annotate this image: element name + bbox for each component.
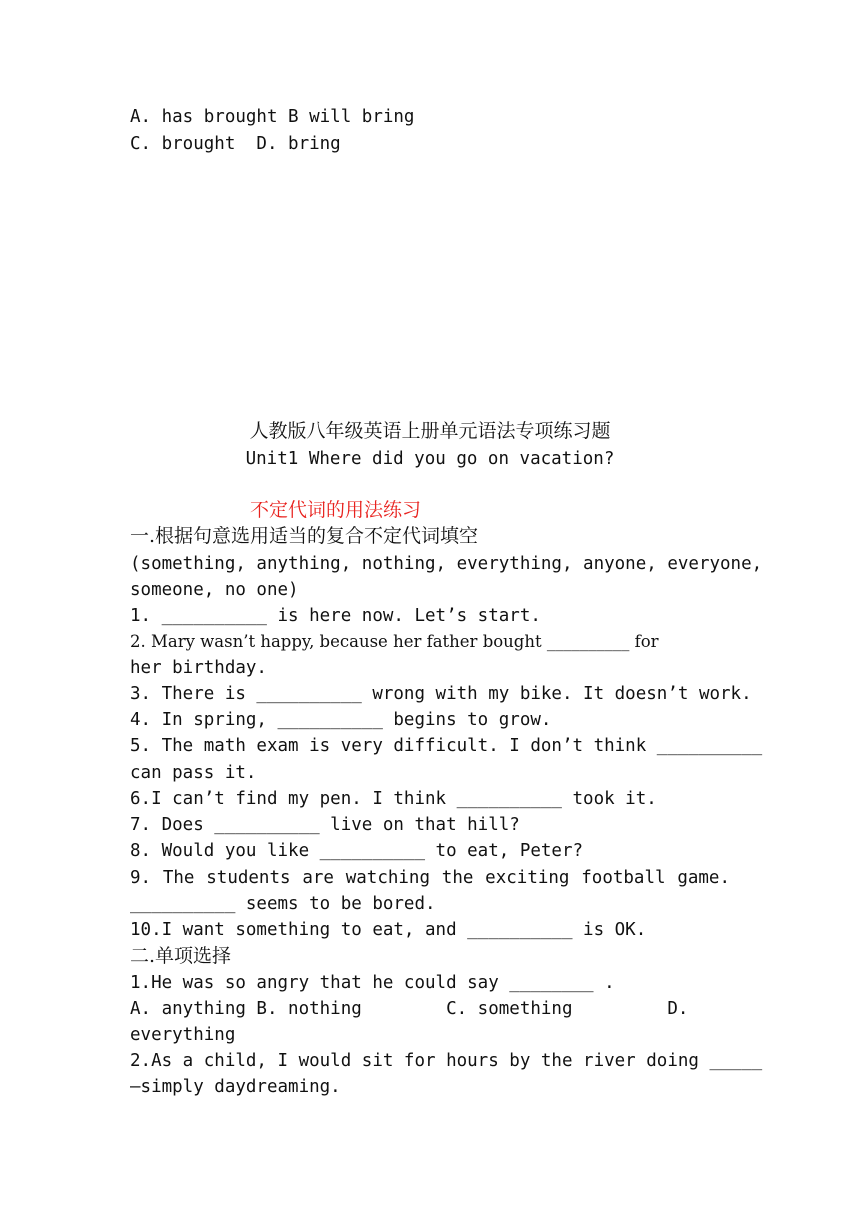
word-bank-line-1: (something, anything, nothing, everything, anyone, everyone, <box>130 554 763 574</box>
question-6: 6.I can’t find my pen. I think __________ took it. <box>130 789 657 809</box>
choice-question-1: 1.He was so angry that he could say ________ . <box>130 973 615 993</box>
unit-subtitle: Unit1 Where did you go on vacation? <box>245 449 615 469</box>
choice-question-2-line-2: —simply daydreaming. <box>130 1077 341 1097</box>
question-1: 1. __________ is here now. Let’s start. <box>130 606 541 626</box>
question-5-line-1: 5. The math exam is very difficult. I don’t think __________ <box>130 736 763 756</box>
question-9-line-1: 9. The students are watching the exciting football game. <box>130 868 730 888</box>
question-2-line-1: 2. Mary wasn’t happy, because her father bought __________ for <box>130 632 659 651</box>
question-5-line-2: can pass it. <box>130 763 257 783</box>
choice-question-1-options-line-1: A. anything B. nothing C. something D. <box>130 999 689 1019</box>
question-9-line-2: __________ seems to be bored. <box>130 894 436 914</box>
choice-question-1-options-line-2: everything <box>130 1025 236 1045</box>
question-2-line-2: her birthday. <box>130 658 267 678</box>
question-7: 7. Does __________ live on that hill? <box>130 815 520 835</box>
question-4: 4. In spring, __________ begins to grow. <box>130 710 552 730</box>
topic-heading: 不定代词的用法练习 <box>250 499 422 521</box>
question-10: 10.I want something to eat, and __________ is OK. <box>130 920 647 940</box>
choice-question-2-line-1: 2.As a child, I would sit for hours by the river doing _____ <box>130 1051 763 1071</box>
section2-heading: 二.单项选择 <box>130 945 232 967</box>
question-8: 8. Would you like __________ to eat, Peter? <box>130 841 584 861</box>
word-bank-line-2: someone, no one) <box>130 580 299 600</box>
top-option-line-1: A. has brought B will bring <box>130 107 415 127</box>
question-3: 3. There is __________ wrong with my bike. It doesn’t work. <box>130 684 752 704</box>
document-title: 人教版八年级英语上册单元语法专项练习题 <box>249 420 611 442</box>
top-option-line-2: C. brought D. bring <box>130 134 341 154</box>
section1-heading: 一.根据句意选用适当的复合不定代词填空 <box>130 525 479 547</box>
